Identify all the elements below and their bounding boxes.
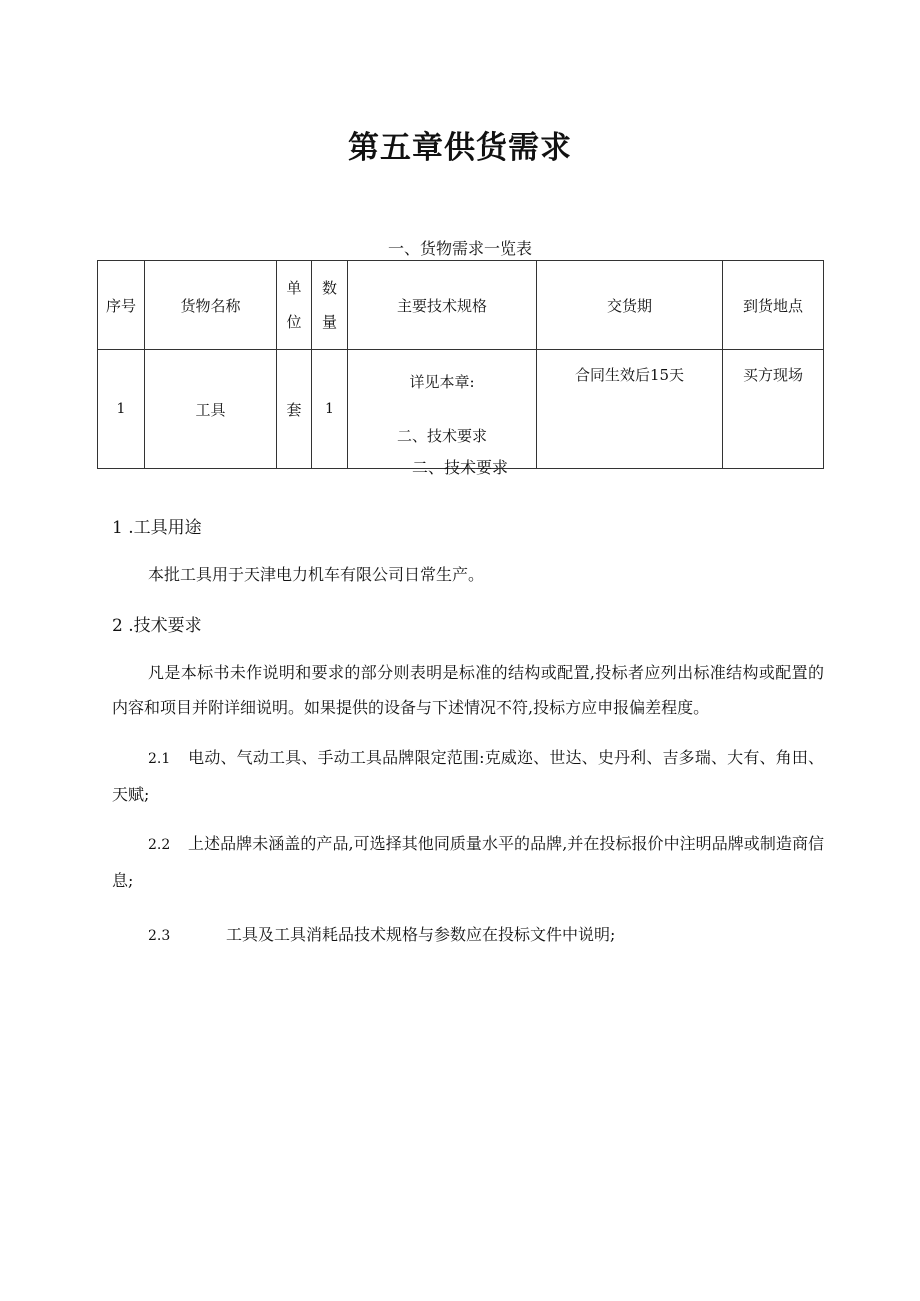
item-text: 电动、气动工具、手动工具品牌限定范围:克威迩、世达、史丹利、吉多瑞、大有、角田、天赋; (112, 748, 824, 804)
heading-tech-requirements: 2 .技术要求 (112, 616, 202, 636)
header-qty-line2: 量 (321, 313, 337, 331)
item-number: 2.1 (148, 751, 171, 767)
header-qty (312, 261, 348, 350)
goods-requirement-table (97, 260, 824, 469)
table-caption: 一、货物需求一览表 (387, 239, 532, 258)
cell-spec-line2: 二、技术要求 (396, 427, 487, 445)
heading-tool-purpose: 1 .工具用途 (112, 518, 202, 538)
item-text: 上述品牌未涵盖的产品,可选择其他同质量水平的品牌,并在投标报价中注明品牌或制造商信息; (112, 834, 824, 890)
header-unit-line1: 单 (286, 279, 302, 297)
paragraph-tool-purpose: 本批工具用于天津电力机车有限公司日常生产。 (148, 565, 485, 584)
table-row (98, 350, 824, 469)
header-unit-line2: 位 (286, 313, 302, 331)
cell-qty: 1 (312, 350, 348, 469)
header-name: 货物名称 (145, 261, 277, 350)
list-item (112, 740, 824, 812)
header-unit (277, 261, 312, 350)
header-delivery: 交货期 (537, 261, 723, 350)
header-seq: 序号 (98, 261, 145, 350)
table-header-row (98, 261, 824, 350)
item-text: 工具及工具消耗品技术规格与参数应在投标文件中说明; (226, 925, 616, 944)
header-location: 到货地点 (723, 261, 824, 350)
page-title: 第五章供货需求 (348, 130, 572, 166)
list-item (112, 917, 824, 954)
item-number: 2.2 (148, 837, 171, 853)
cell-spec-line1: 详见本章: (409, 373, 475, 391)
header-qty-line1: 数 (321, 279, 337, 297)
item-number: 2.3 (148, 928, 171, 944)
section-title: 二、技术要求 (411, 458, 508, 477)
cell-name: 工具 (145, 350, 277, 469)
cell-delivery: 合同生效后15天 (537, 350, 723, 469)
cell-seq: 1 (98, 350, 145, 469)
list-item (112, 826, 824, 898)
cell-spec (348, 350, 537, 469)
cell-location: 买方现场 (723, 350, 824, 469)
header-spec: 主要技术规格 (348, 261, 537, 350)
paragraph-tech-requirements: 凡是本标书未作说明和要求的部分则表明是标准的结构或配置,投标者应列出标准结构或配置的内容和项目并附详细说明。如果提供的设备与下述情况不符,投标方应申报偏差程度。 (112, 663, 824, 717)
cell-unit: 套 (277, 350, 312, 469)
